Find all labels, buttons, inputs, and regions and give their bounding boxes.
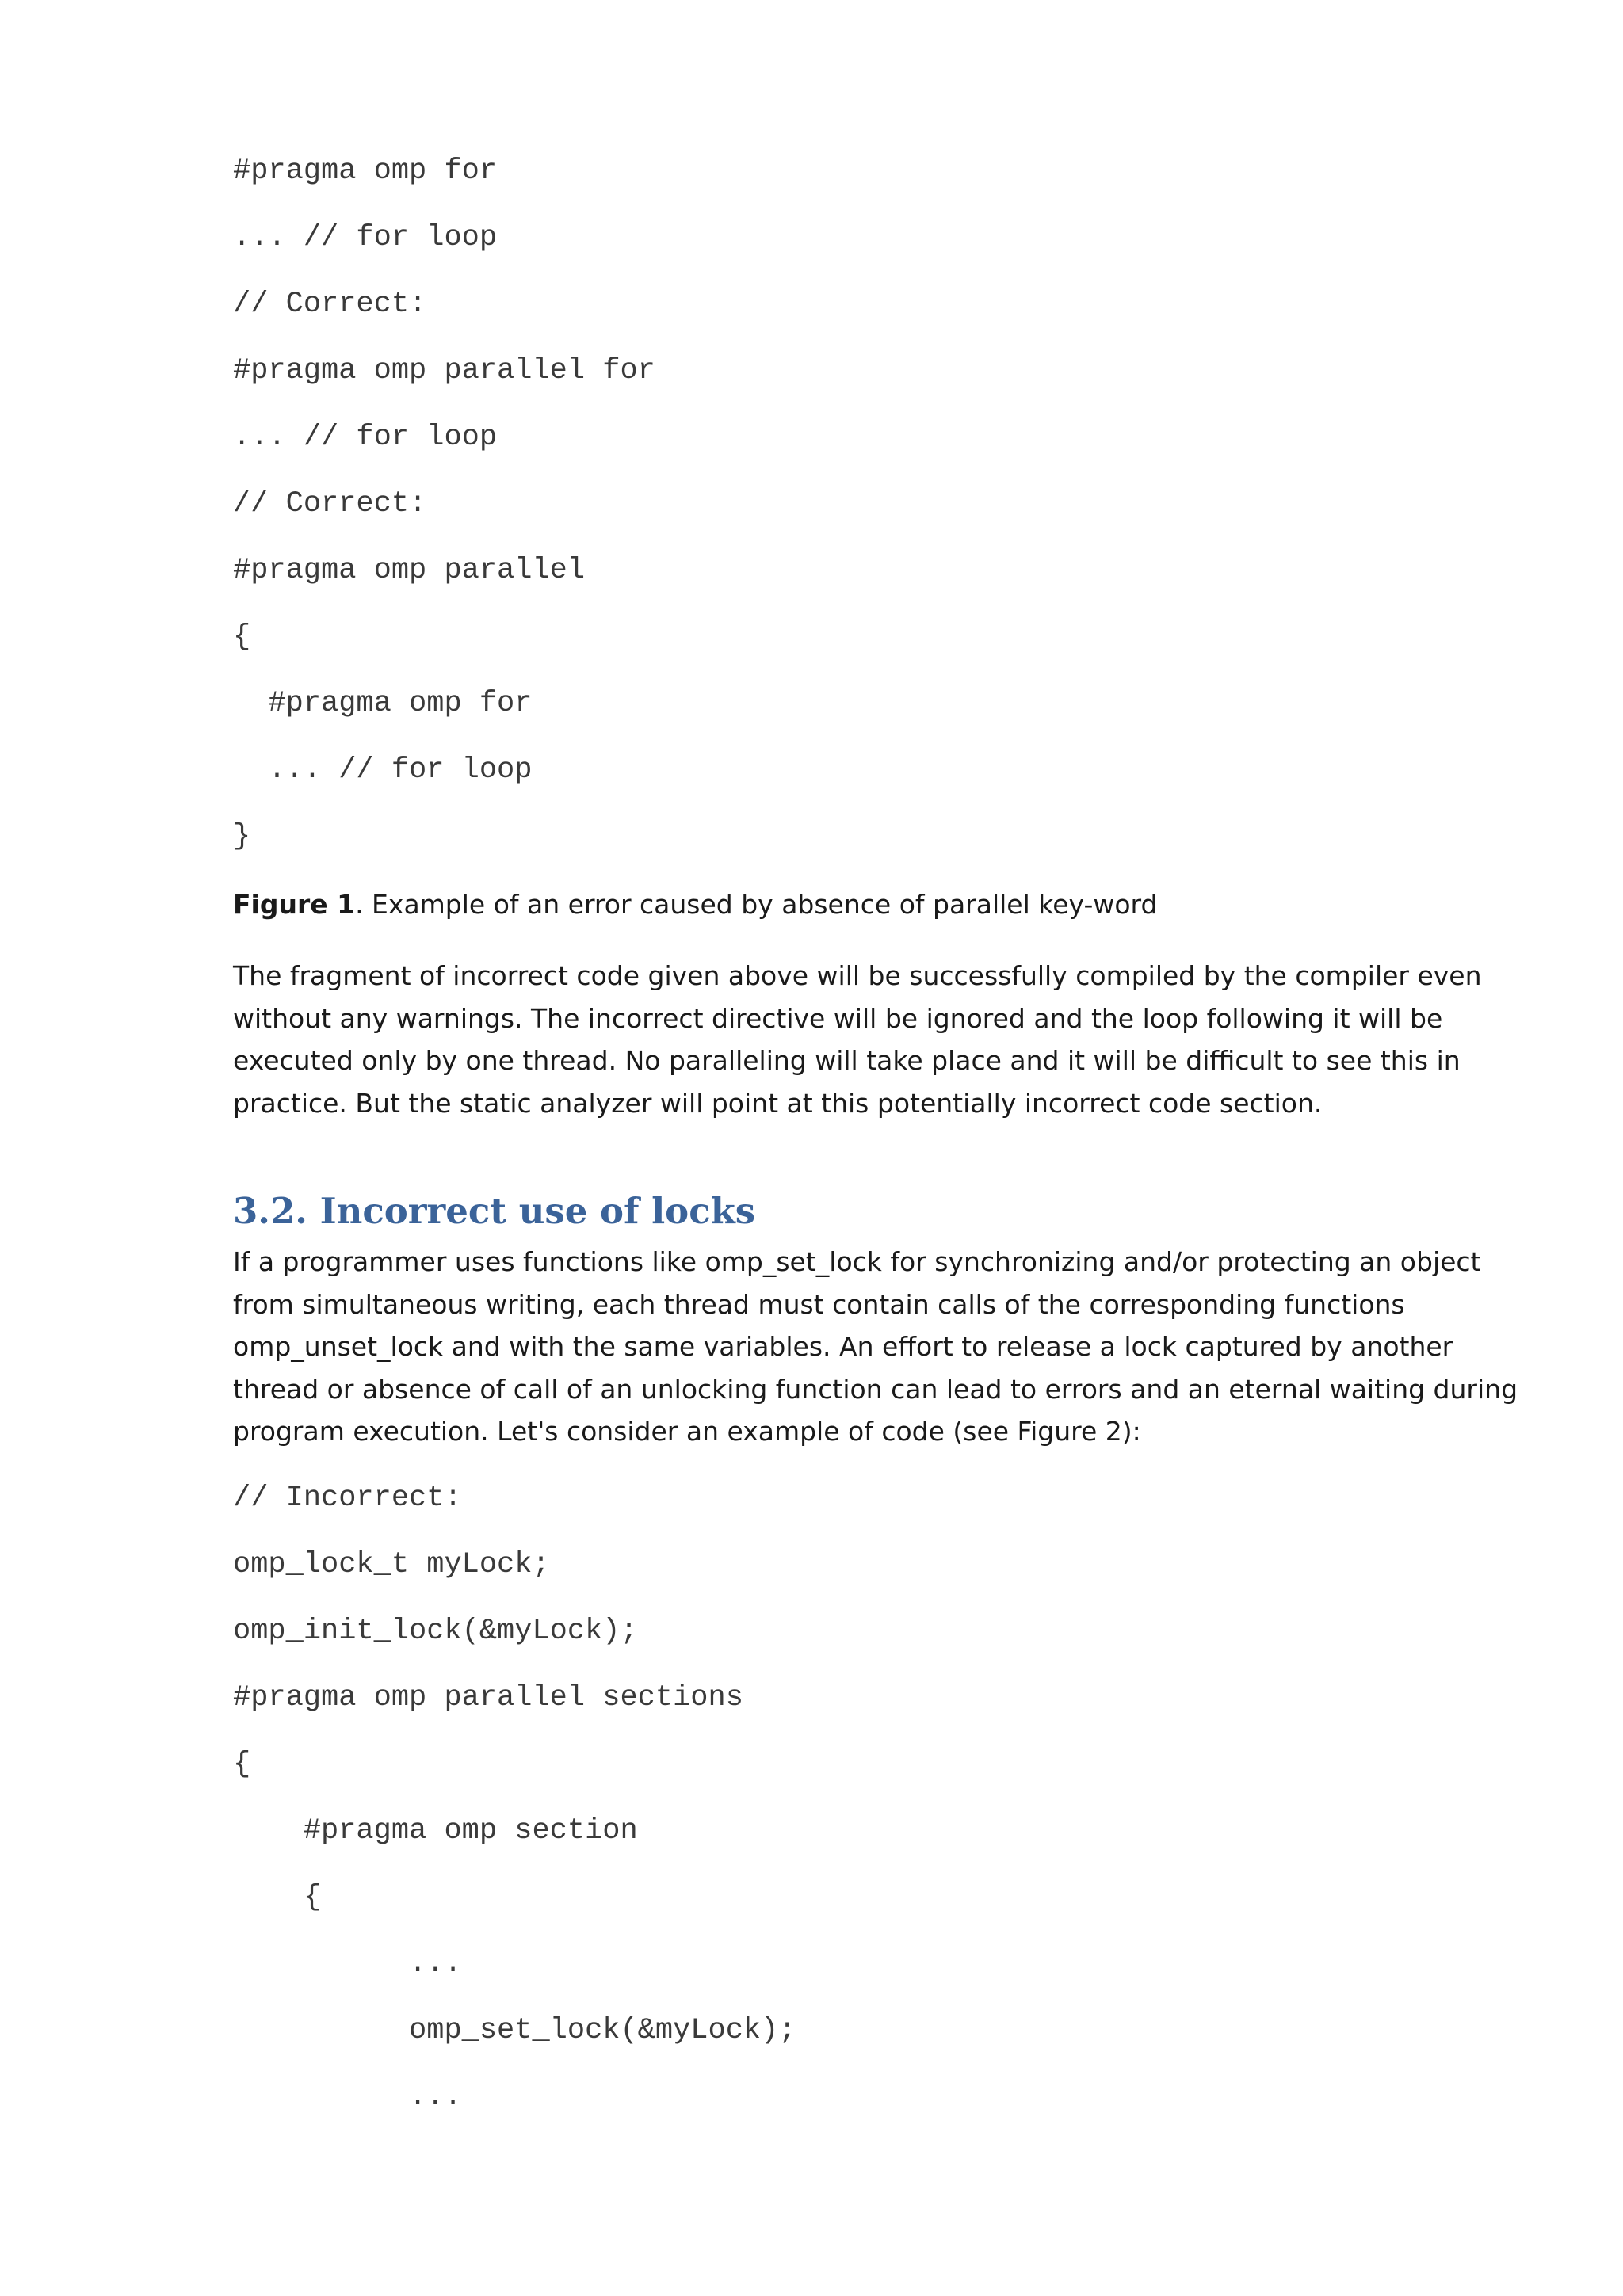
code-line: #pragma omp parallel [233,554,586,587]
code-line: omp_lock_t myLock; [233,1548,550,1581]
code-line: { [233,1881,322,1914]
code-line: #pragma omp parallel sections [233,1681,743,1714]
figure-label: Figure 1 [233,889,356,920]
code-line: #pragma omp parallel for [233,354,655,387]
body-paragraph: The fragment of incorrect code given above will be successfully compiled by the compiler even without any warnings. The incorrect directive will be ignored and the loop following it will be executed only by one thread. No paralleling will take place and it will be difficult to see this in practice. But the static analyzer will point at this potentially incorrect code section. [233,960,1482,1119]
code-line: ... [233,2081,462,2114]
section-heading: 3.2. Incorrect use of locks [233,1190,756,1232]
code-line: #pragma omp for [233,154,498,188]
code-line: #pragma omp section [233,1814,638,1848]
code-line: omp_set_lock(&myLock); [233,2014,796,2047]
code-line: ... // for loop [233,753,533,787]
code-line: { [233,1748,251,1781]
code-line: // Correct: [233,487,427,521]
code-line: } [233,820,251,853]
figure-caption-text: . Example of an error caused by absence of parallel key-word [355,889,1158,920]
code-line: // Incorrect: [233,1482,462,1515]
code-line: #pragma omp for [233,687,533,720]
code-line: omp_init_lock(&myLock); [233,1615,638,1648]
code-line: ... // for loop [233,421,498,454]
code-line: // Correct: [233,288,427,321]
body-paragraph: If a programmer uses functions like omp_set_lock for synchronizing and/or protecting an object from simultaneous writing, each thread must contain calls of the corresponding functions omp_unset_lock and with the same variables. An effort to release a lock captured by another thread or absence of call of an unlocking function can lead to errors and an eternal waiting during program execution. Let's consider an example of code (see Figure 2): [233,1246,1518,1447]
figure-caption [233,889,1157,920]
code-line: ... [233,1947,462,1981]
code-line: { [233,620,251,654]
code-line: ... // for loop [233,221,498,254]
